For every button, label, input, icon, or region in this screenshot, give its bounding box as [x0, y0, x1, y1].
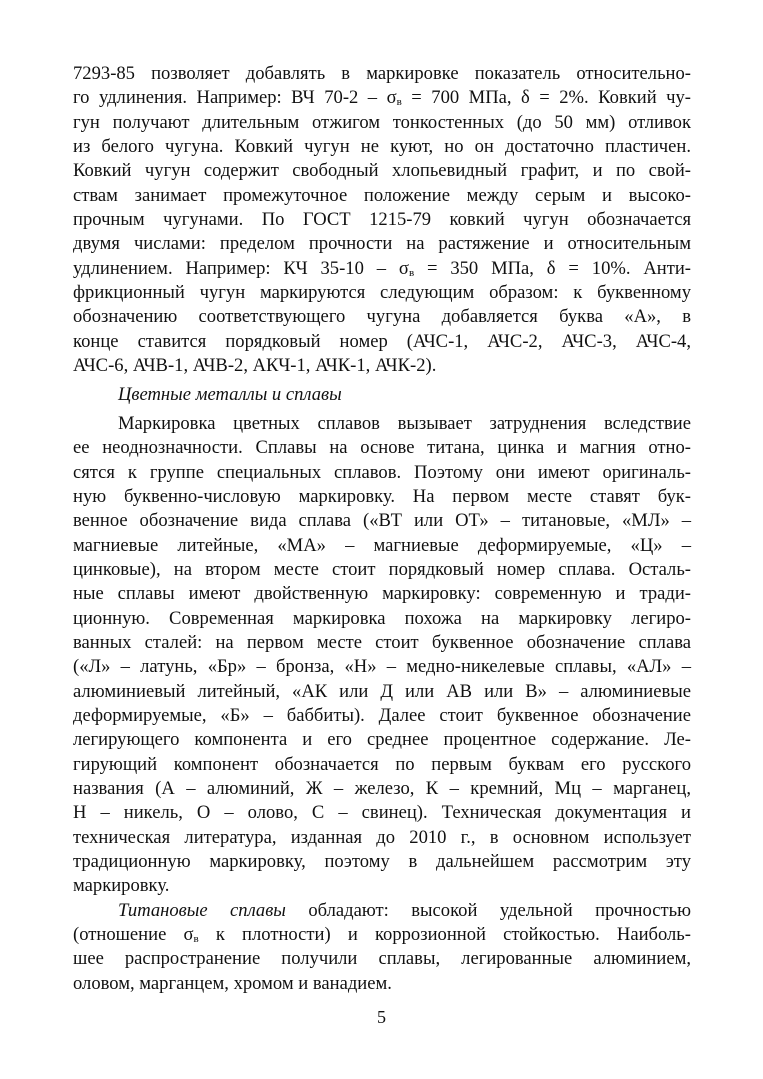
text-line: конце ставится порядковый номер (АЧС-1, АЧС-2, АЧС-3, АЧС-4,	[73, 330, 691, 352]
text-line: алюминиевый литейный, «АК или Д или АВ или В» – алюминиевые	[73, 680, 691, 702]
text-line: ее неоднозначности. Сплавы на основе титана, цинка и магния отно-	[73, 437, 691, 459]
text-line: оловом, марганцем, хромом и ванадием.	[73, 972, 392, 994]
text-line: Ковкий чугун содержит свободный хлопьевидный графит, и по свой-	[73, 160, 691, 182]
text-line: ционную. Современная маркировка похожа на маркировку легиро-	[73, 607, 691, 629]
text-line: гирующий компонент обозначается по первым буквам его русского	[73, 753, 691, 775]
text-line: («Л» – латунь, «Бр» – бронза, «Н» – медно-никелевые сплавы, «АЛ» –	[73, 656, 691, 678]
text-line: 7293-85 позволяет добавлять в маркировке показатель относительно-	[73, 63, 691, 84]
text-line: гун получают длительным отжигом тонкостенных (до 50 мм) отливок	[73, 111, 691, 133]
text-line: сятся к группе специальных сплавов. Поэтому они имеют оригиналь-	[73, 461, 691, 483]
page-number: 5	[377, 1007, 386, 1027]
text-line: из белого чугуна. Ковкий чугун не куют, но он достаточно пластичен.	[73, 136, 691, 158]
text-line: шее распространение получили сплавы, легированные алюминием,	[73, 948, 691, 970]
paragraph-titanium-alloys	[73, 899, 691, 996]
text-line: цинковые), на втором месте стоит порядковый номер сплава. Осталь-	[73, 558, 691, 580]
text-line: легирующего компонента и его среднее процентное содержание. Ле-	[73, 729, 691, 751]
text-line: (отношение $\sigma_в$ к плотности) и коррозионной стойкостью. Наиболь-	[73, 924, 691, 946]
text-line: традиционную маркировку, поэтому в дальнейшем рассмотрим эту	[73, 851, 691, 872]
text-line: удлинением. Например: КЧ $35-10 - \sigma_в = 350$ МПа, δ = 10%. Анти-	[73, 257, 692, 279]
text-line: го удлинения. Например: ВЧ $70-2 - \sigma_в = 700$ МПа, δ = 2%. Ковкий чу-	[73, 87, 691, 109]
text-line: прочным чугунами. По ГОСТ 1215-79 ковкий чугун обозначается	[73, 209, 691, 231]
section-heading: Цветные металлы и сплавы	[118, 384, 342, 406]
text-line: ванных сталей: на первом месте стоит буквенное обозначение сплава	[73, 631, 691, 653]
text-line: венное обозначение вида сплава («ВТ или ОТ» – титановые, «МЛ» –	[73, 510, 691, 532]
paragraph-nonferrous-marking	[73, 412, 691, 899]
text-line: АЧС-6, АЧВ-1, АЧВ-2, АКЧ-1, АЧК-1, АЧК-2).	[73, 355, 437, 377]
text-line: техническая литература, изданная до 2010 г., в основном использует	[73, 826, 691, 848]
text-line: обозначению соответствующего чугуна добавляется буква «А», в	[73, 306, 691, 328]
document-page	[73, 62, 691, 996]
text-line: ную буквенно-числовую маркировку. На первом месте ставят бук-	[73, 485, 691, 507]
text-line: Маркировка цветных сплавов вызывает затруднения вследствие	[118, 412, 691, 434]
text-line: деформируемые, «Б» – баббиты). Далее стоит буквенное обозначение	[73, 704, 691, 726]
text-line: Н – никель, О – олово, С – свинец). Техническая документация и	[73, 802, 691, 824]
text-line: Титановые сплавы обладают: высокой удельной прочностью	[118, 899, 691, 921]
text-line: фрикционный чугун маркируются следующим образом: к буквенному	[73, 282, 691, 304]
text-line: двумя числами: пределом прочности на растяжение и относительным	[73, 233, 691, 255]
text-line: ные сплавы имеют двойственную маркировку: современную и тради-	[73, 583, 691, 605]
paragraph-cast-iron	[73, 62, 691, 378]
text-line: маркировку.	[73, 875, 170, 897]
text-line: названия (А – алюминий, Ж – железо, К – кремний, Мц – марганец,	[73, 777, 691, 799]
text-line: ствам занимает промежуточное положение между серым и высоко-	[73, 184, 691, 206]
text-line: магниевые литейные, «МА» – магниевые деформируемые, «Ц» –	[73, 534, 691, 556]
titanium-alloys-term: Титановые сплавы	[118, 899, 286, 921]
